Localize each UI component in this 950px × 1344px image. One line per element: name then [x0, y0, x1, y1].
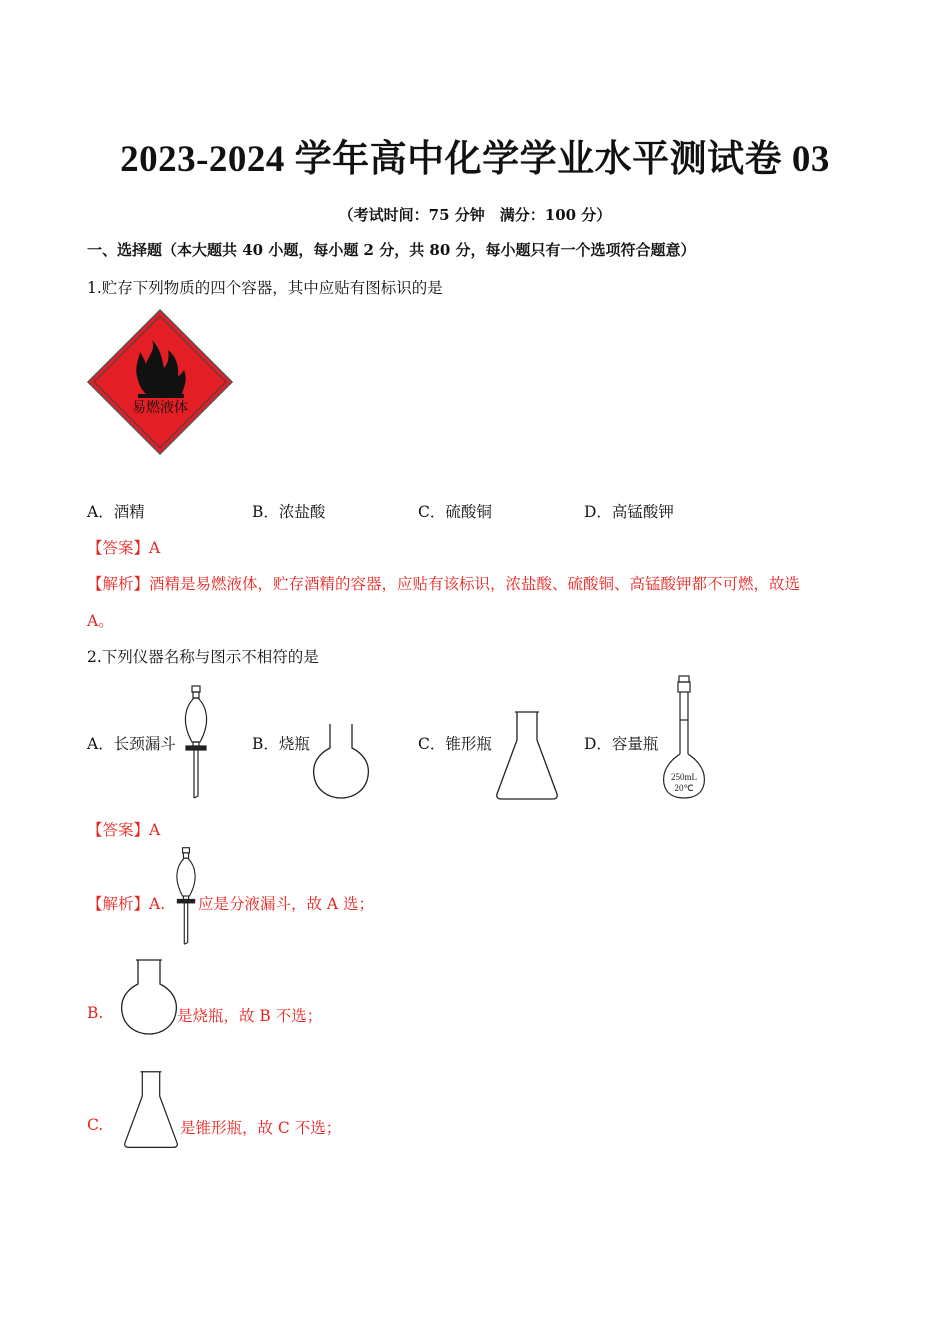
separatory-funnel-icon	[180, 684, 212, 800]
q2-analysis-c-prefix: C.	[87, 1116, 104, 1134]
q2-option-a: A．长颈漏斗	[87, 735, 176, 753]
page-title: 2023-2024 学年高中化学学业水平测试卷 03	[120, 139, 830, 180]
exam-info: （考试时间：75 分钟 满分：100 分）	[338, 206, 612, 224]
q1-option-d: D．高锰酸钾	[584, 503, 674, 521]
q2-analysis-a-prefix: 【解析】A.	[87, 895, 166, 913]
flammable-liquid-hazard-sign	[86, 308, 234, 456]
q1-analysis-line1: 【解析】酒精是易燃液体，贮存酒精的容器，应贴有该标识，浓盐酸、硫酸铜、高锰酸钾都不可燃，故选	[87, 575, 801, 593]
q2-answer: 【答案】A	[87, 821, 161, 839]
q1-option-c: C．硫酸铜	[418, 503, 492, 521]
q1-analysis-line2: A。	[87, 612, 114, 630]
volumetric-flask-icon	[660, 674, 708, 802]
hazard-sign-label: 易燃液体	[132, 400, 188, 416]
question-2-stem: 2.下列仪器名称与图示不相符的是	[87, 648, 319, 666]
section-heading: 一、选择题（本大题共 40 小题，每小题 2 分，共 80 分，每小题只有一个选项符合题意）	[87, 241, 696, 259]
q2-analysis-c-text: 是锥形瓶，故 C 不选；	[180, 1119, 342, 1137]
conical-flask-icon	[121, 1070, 181, 1150]
q2-option-b: B．烧瓶	[252, 735, 310, 753]
q1-option-a: A．酒精	[87, 503, 145, 521]
q1-option-b: B．浓盐酸	[252, 503, 326, 521]
separatory-funnel-icon	[172, 846, 200, 946]
conical-flask-icon	[495, 710, 559, 802]
q2-analysis-a-text: 应是分液漏斗，故 A 选；	[198, 895, 375, 913]
flask-temperature-label: 20℃	[674, 783, 694, 793]
round-flask-icon	[312, 722, 370, 802]
flask-volume-label: 250mL	[671, 772, 697, 782]
q2-option-c: C．锥形瓶	[418, 735, 492, 753]
question-1-stem: 1.贮存下列物质的四个容器，其中应贴有图标识的是	[87, 279, 443, 297]
q2-analysis-b-text: 是烧瓶，故 B 不选；	[177, 1007, 323, 1025]
q2-option-d: D．容量瓶	[584, 735, 659, 753]
round-flask-icon	[120, 958, 178, 1038]
q1-answer: 【答案】A	[87, 539, 161, 557]
q2-analysis-b-prefix: B.	[87, 1004, 104, 1022]
